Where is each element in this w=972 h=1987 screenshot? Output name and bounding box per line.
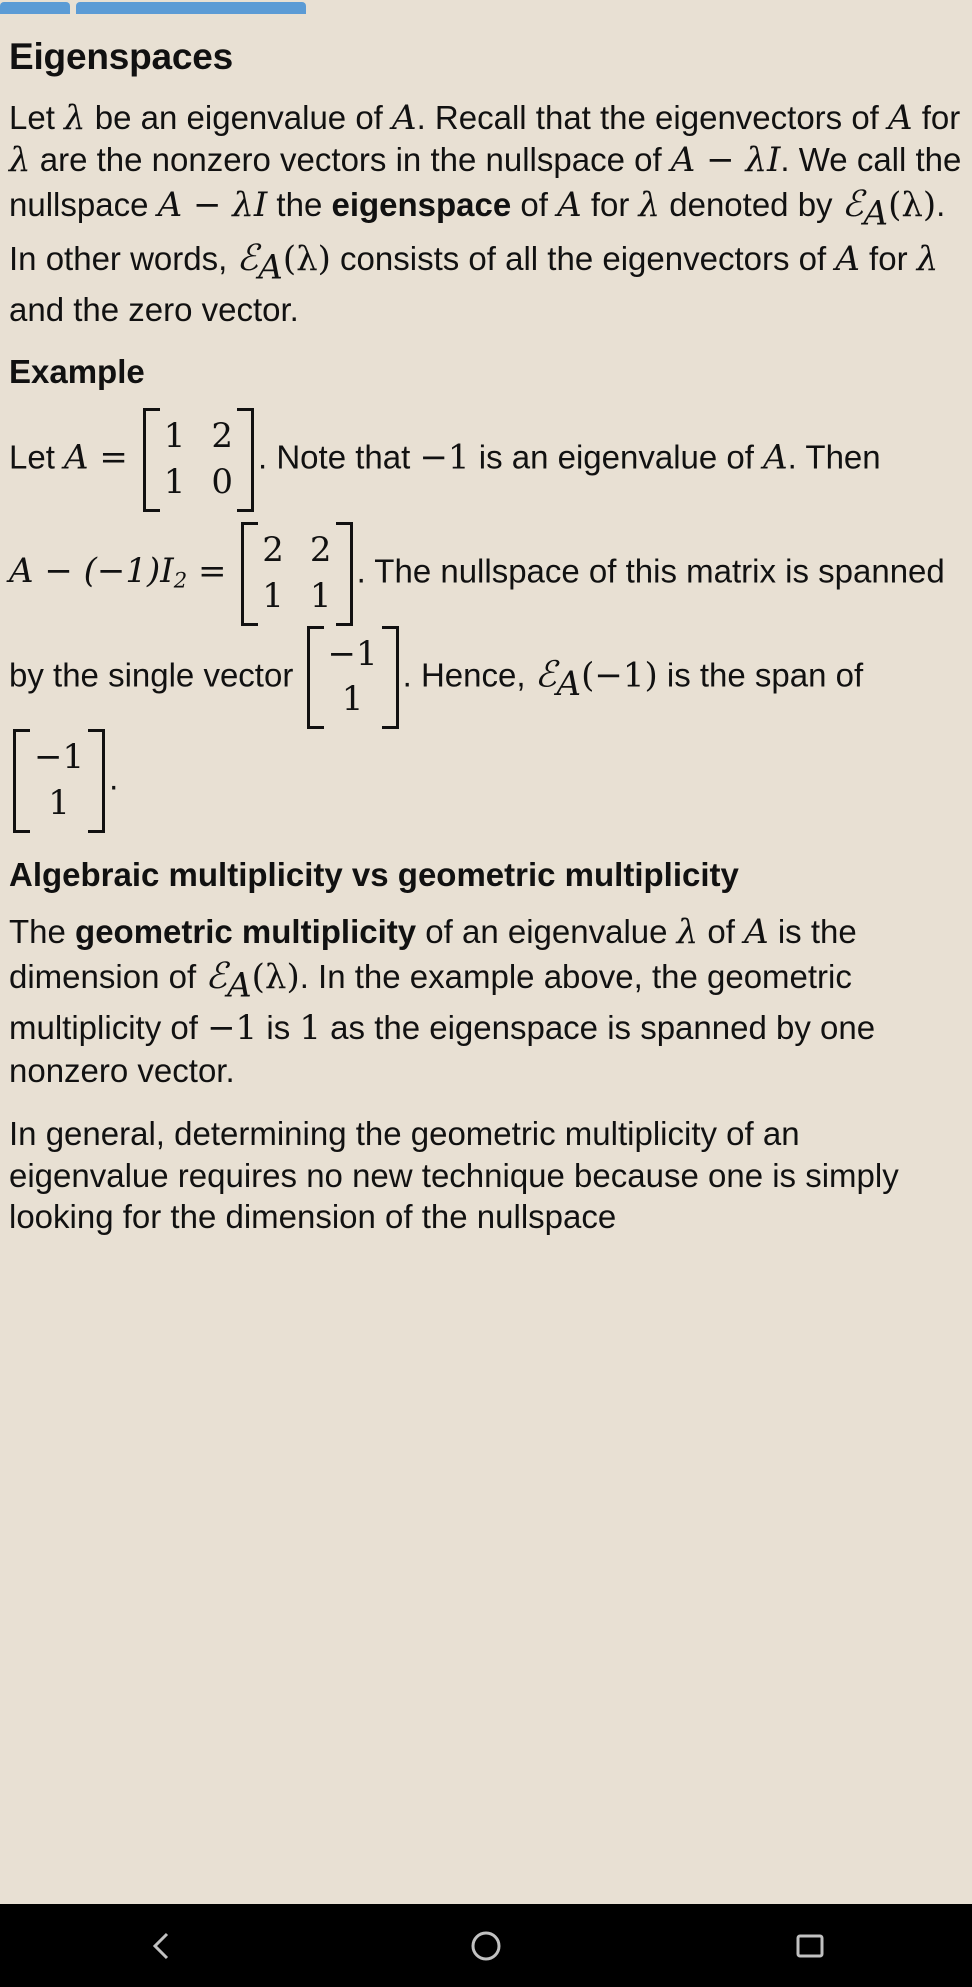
equals-sign: = [88, 437, 139, 478]
text-frag: and the zero vector. [9, 290, 299, 328]
matrix-cell: 1 [309, 575, 332, 616]
symbol-eigenspace-E: ℰ [534, 654, 557, 696]
term-geometric-multiplicity: geometric multiplicity [75, 912, 417, 950]
text-frag: Let [9, 98, 65, 136]
symbol-A: A [763, 437, 788, 478]
example-line-1 [9, 408, 963, 512]
text-frag: Let [9, 438, 65, 476]
matrix-B [241, 522, 352, 626]
text-frag: of [698, 912, 745, 950]
symbol-A: A [888, 97, 913, 138]
browser-tab-2[interactable] [76, 2, 306, 14]
subscript-A: A [227, 965, 252, 1006]
browser-tab-1[interactable] [0, 2, 70, 14]
text-frag: is the span of [657, 656, 864, 694]
text-frag: of [511, 186, 558, 224]
text-frag: . We call the nullspace [9, 141, 962, 224]
bracket-right [382, 626, 399, 730]
argument-minus-one: (−1) [581, 655, 658, 696]
expression-text: A − (−1)I [9, 551, 174, 592]
bracket-left [307, 626, 324, 730]
expression-a-minus-lambda-i: A − λI [157, 185, 268, 226]
matrix-cell: 2 [211, 416, 233, 457]
heading-eigenspaces: Eigenspaces [9, 36, 234, 77]
heading-multiplicity: Algebraic multiplicity vs geometric multiplicity [9, 856, 739, 894]
text-frag: . Then [787, 438, 881, 476]
symbol-A: A [835, 238, 860, 279]
text-frag: The [9, 912, 76, 950]
value-minus-one: −1 [207, 1007, 258, 1048]
subscript-A: A [556, 663, 582, 704]
back-icon[interactable] [142, 1926, 182, 1966]
example-line-2 [9, 522, 963, 833]
matrix-cell: 1 [163, 416, 186, 457]
browser-tab-strip[interactable] [0, 0, 972, 14]
value-one: 1 [299, 1007, 321, 1048]
paragraph-geometric-multiplicity [9, 911, 963, 1092]
matrix-cell: 1 [262, 575, 284, 616]
bracket-right [88, 729, 105, 833]
matrix-cell: 2 [309, 529, 332, 570]
text-frag: . Recall that the eigenvectors of [416, 98, 889, 136]
text-frag: of an eigenvalue [416, 912, 677, 950]
text-frag: are the nonzero vectors in the nullspace of [30, 141, 671, 179]
value-minus-one: −1 [419, 437, 470, 478]
text-frag: . Hence, [402, 656, 535, 694]
system-navigation-bar[interactable] [0, 1904, 972, 1987]
subscript-A: A [863, 193, 889, 234]
text-frag: is the dimension of [9, 912, 857, 995]
symbol-lambda: λ [916, 238, 939, 279]
home-icon[interactable] [466, 1926, 506, 1966]
vector-cells [30, 729, 88, 833]
vector-cell: 1 [48, 783, 70, 824]
text-frag: denoted by [660, 186, 842, 224]
matrix-cell: 2 [262, 529, 284, 570]
recents-icon[interactable] [790, 1926, 830, 1966]
paragraph-eigenspaces [9, 97, 963, 331]
text-frag: . In the example above, the geometric multiplicity of [9, 957, 852, 1046]
text-frag: be an eigenvalue of [85, 98, 393, 136]
argument-lambda: (λ) [282, 238, 331, 279]
symbol-lambda: λ [638, 185, 661, 226]
text-frag: . Note that [258, 438, 420, 476]
symbol-A: A [744, 911, 769, 952]
text-frag: for [912, 98, 961, 136]
vector-minus1-1 [13, 729, 105, 833]
symbol-eigenspace-E: ℰ [205, 955, 228, 997]
vector-cell: 1 [341, 679, 364, 720]
subscript-A: A [258, 247, 283, 288]
symbol-eigenspace-E: ℰ [841, 184, 864, 226]
bracket-left [143, 408, 160, 512]
symbol-A: A [392, 97, 417, 138]
argument-lambda: (λ) [888, 185, 937, 226]
expression-a-minus-neg1-I [9, 551, 187, 591]
symbol-A: A [64, 437, 89, 478]
text-frag: . [109, 759, 119, 797]
text-frag: is [257, 1008, 300, 1046]
vector-cell: −1 [34, 737, 85, 778]
matrix-cell: 1 [163, 461, 186, 502]
expression-a-minus-lambda-i: A − λI [670, 140, 781, 181]
article-content[interactable] [0, 14, 972, 1904]
heading-example: Example [9, 353, 145, 391]
matrix-cells [160, 408, 237, 512]
text-frag: as the eigenspace is spanned by one nonzero vector. [9, 1008, 876, 1089]
symbol-lambda: λ [676, 911, 699, 952]
bracket-right [336, 522, 353, 626]
matrix-A [143, 408, 254, 512]
text-frag: . In other words, [9, 186, 946, 277]
equals-sign: = [187, 551, 238, 592]
bracket-left [241, 522, 258, 626]
vector-cell: −1 [327, 633, 378, 674]
bracket-right [237, 408, 254, 512]
matrix-cell: 0 [211, 461, 233, 502]
symbol-lambda: λ [64, 97, 86, 138]
text-frag: for [581, 186, 639, 224]
term-eigenspace: eigenspace [331, 186, 512, 224]
matrix-cells [258, 522, 335, 626]
text-frag: for [859, 239, 917, 277]
text-frag: . The nullspace of this matrix is spanned by the single vector [9, 552, 945, 694]
symbol-eigenspace-E: ℰ [236, 237, 259, 279]
vector-minus1-1 [307, 626, 399, 730]
text-frag: consists of all the eigenvectors of [330, 239, 836, 277]
text-frag: the [267, 186, 332, 224]
symbol-lambda: λ [9, 140, 31, 181]
argument-lambda: (λ) [251, 956, 300, 997]
paragraph-general-note: In general, determining the geometric multiplicity of an eigenvalue requires no new technique because one is simply looking for the dimension of the nullspace [9, 1115, 899, 1236]
subscript-2: 2 [173, 567, 188, 593]
vector-cells [324, 626, 382, 730]
text-frag: is an eigenvalue of [469, 438, 764, 476]
bracket-left [13, 729, 30, 833]
symbol-A: A [557, 185, 582, 226]
